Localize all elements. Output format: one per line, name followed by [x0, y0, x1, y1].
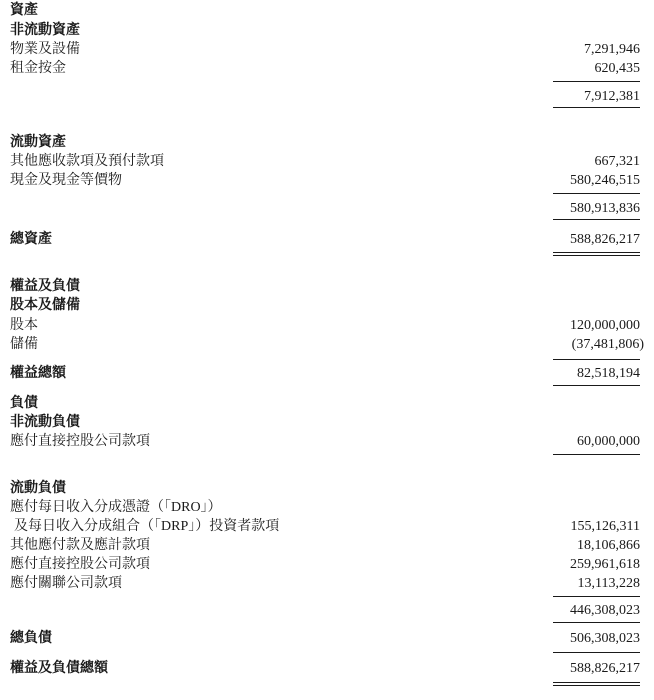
reserves-label: 儲備	[10, 337, 38, 352]
current-assets-total: 580,913,836	[570, 201, 640, 216]
non-current-liabilities-heading: 非流動負債	[10, 415, 80, 430]
non-current-assets-heading: 非流動資產	[10, 23, 80, 38]
total-equity-label: 權益總額	[10, 366, 66, 381]
subtotal-rule	[553, 622, 640, 623]
total-double-rule	[553, 252, 640, 256]
current-liabilities-heading: 流動負債	[10, 481, 66, 496]
due-holding-nc-label: 應付直接控股公司款項	[10, 434, 150, 449]
non-current-assets-total: 7,912,381	[584, 89, 640, 104]
due-related-value: 13,113,228	[577, 576, 640, 591]
subtotal-rule	[553, 81, 640, 82]
rental-deposit-label: 租金按金	[10, 61, 66, 76]
due-holding-c-value: 259,961,618	[570, 557, 640, 572]
dro-label-line1: 應付每日收入分成憑證（「DRO」）	[10, 500, 222, 515]
other-payables-value: 18,106,866	[577, 538, 640, 553]
dro-value: 155,126,311	[570, 519, 640, 534]
total-liabilities-value: 506,308,023	[570, 631, 640, 646]
subtotal-rule	[553, 385, 640, 386]
grand-total-label: 權益及負債總額	[10, 661, 108, 676]
total-assets-label: 總資產	[10, 232, 52, 247]
cash-value: 580,246,515	[570, 173, 640, 188]
due-holding-nc-value: 60,000,000	[577, 434, 640, 449]
other-payables-label: 其他應付款及應計款項	[10, 538, 150, 553]
other-receivables-label: 其他應收款項及預付款項	[10, 154, 164, 169]
share-capital-label: 股本	[10, 318, 38, 333]
due-holding-c-label: 應付直接控股公司款項	[10, 557, 150, 572]
ppe-label: 物業及設備	[10, 42, 80, 57]
ppe-value: 7,291,946	[584, 42, 640, 57]
equity-liabilities-heading: 權益及負債	[10, 279, 80, 294]
reserves-value: (37,481,806)	[571, 337, 644, 352]
subtotal-rule	[553, 219, 640, 220]
subtotal-rule	[553, 359, 640, 360]
cash-label: 現金及現金等價物	[10, 173, 122, 188]
subtotal-rule	[553, 596, 640, 597]
capital-reserves-heading: 股本及儲備	[10, 298, 80, 313]
subtotal-rule	[553, 107, 640, 108]
total-equity-value: 82,518,194	[577, 366, 640, 381]
subtotal-rule	[553, 652, 640, 653]
subtotal-rule	[553, 454, 640, 455]
total-liabilities-label: 總負債	[10, 631, 52, 646]
share-capital-value: 120,000,000	[570, 318, 640, 333]
assets-heading: 資產	[10, 3, 38, 18]
grand-total-value: 588,826,217	[570, 661, 640, 676]
dro-label-line2: 及每日收入分成組合（「DRP」）投資者款項	[14, 519, 280, 534]
total-assets-value: 588,826,217	[570, 232, 640, 247]
rental-deposit-value: 620,435	[594, 61, 640, 76]
other-receivables-value: 667,321	[594, 154, 640, 169]
subtotal-rule	[553, 193, 640, 194]
liabilities-heading: 負債	[10, 396, 38, 411]
grand-total-double-rule	[553, 682, 640, 686]
current-liabilities-total: 446,308,023	[570, 603, 640, 618]
due-related-label: 應付關聯公司款項	[10, 576, 122, 591]
current-assets-heading: 流動資產	[10, 135, 66, 150]
